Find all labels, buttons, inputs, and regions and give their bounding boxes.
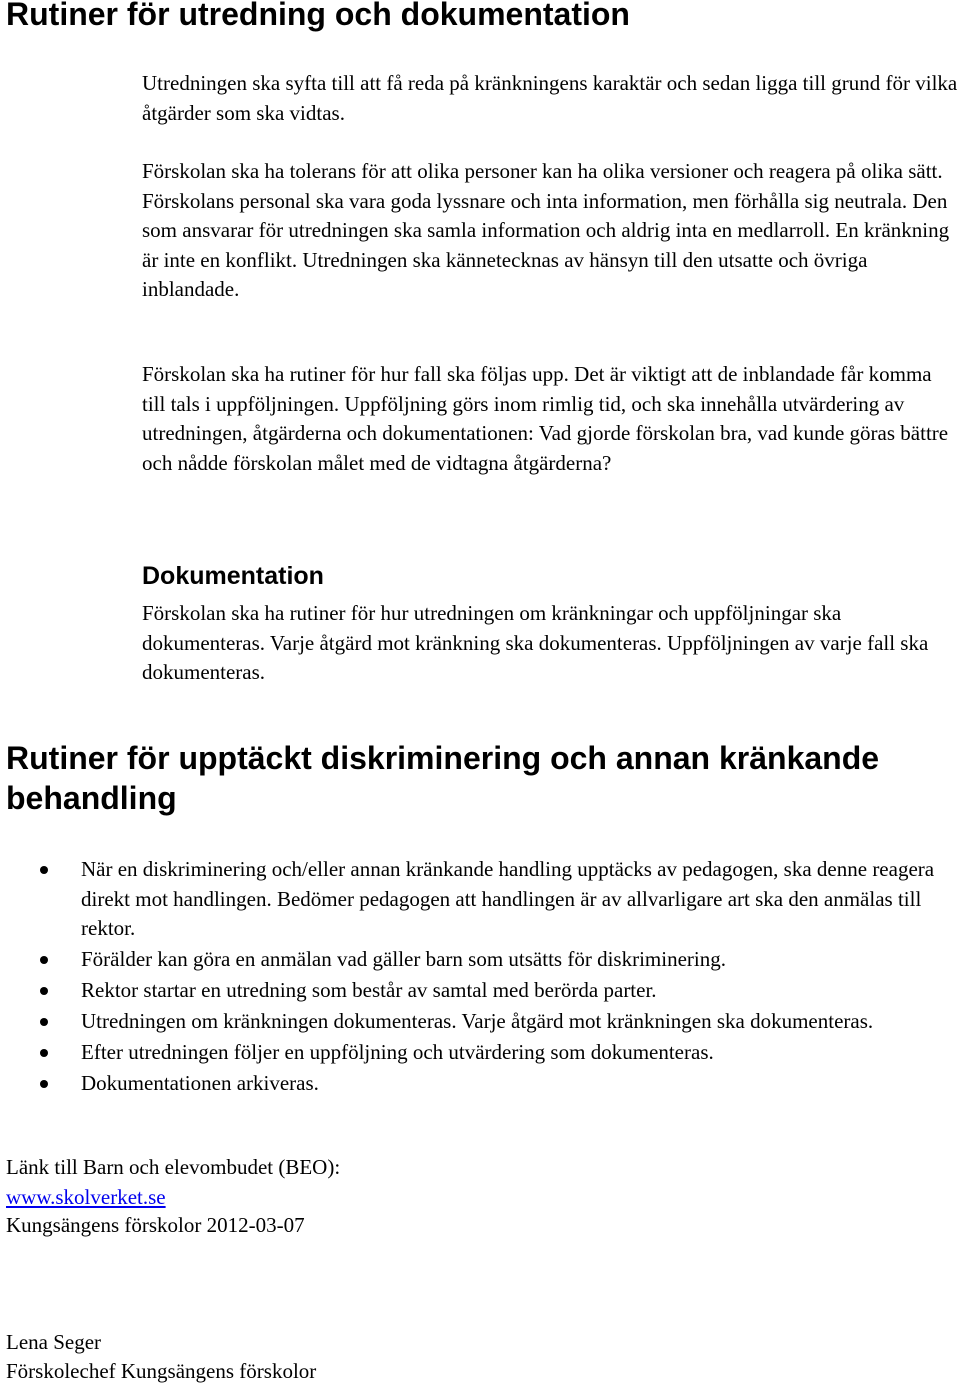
signer-name: Lena Seger [6, 1330, 102, 1354]
list-item-text: Förälder kan göra en anmälan vad gäller barn som utsätts för diskriminering. [81, 947, 726, 971]
bullet-icon [40, 987, 48, 995]
list-item [40, 1007, 955, 1037]
list-item-text: Efter utredningen följer en uppföljning och utvärdering som dokumenteras. [81, 1040, 714, 1064]
list-item [40, 1069, 955, 1099]
paragraph-purpose: Utredningen ska syfta till att få reda på kränkningens karaktär och sedan ligga till grund för vilka åtgärder som ska vidtas. [142, 71, 958, 125]
paragraph-follow-up: Förskolan ska ha rutiner för hur fall ska följas upp. Det är viktigt att de inblandade får komma till tals i uppföljningen. Uppföljning görs inom rimlig tid, och ska innehålla utvärdering av utredningen, åtgärderna och dokumentationen: Vad gjorde förskolan bra, vad kunde göras bättre och nådde förskolan målet med de vidtagna åtgärderna? [142, 362, 949, 475]
list-item-text: Utredningen om kränkningen dokumenteras. Varje åtgärd mot kränkningen ska dokumenteras. [81, 1009, 874, 1033]
list-item-text: Dokumentationen arkiveras. [81, 1071, 319, 1095]
documentation-heading: Dokumentation [142, 562, 324, 590]
section-title-investigation: Rutiner för utredning och dokumentation [6, 0, 630, 32]
beo-link-label: Länk till Barn och elevombudet (BEO): [6, 1155, 341, 1179]
paragraph-documentation: Förskolan ska ha rutiner för hur utredningen om kränkningar och uppföljningar ska dokumenteras. Varje åtgärd mot kränkning ska dokumenteras. Uppföljningen av varje fall ska dokumenteras. [142, 601, 929, 684]
bullet-icon [40, 1018, 48, 1026]
list-item-text: När en diskriminering och/eller annan kränkande handling upptäcks av pedagogen, ska denne reagera direkt mot handlingen. Bedömer pedagogen att handlingen är av allvarligare art ska den anmälas till rektor. [81, 857, 935, 940]
bullet-icon [40, 1049, 48, 1057]
paragraph-tolerance: Förskolan ska ha tolerans för att olika personer kan ha olika versioner och reagera på olika sätt. Förskolans personal ska vara goda lyssnare och inta information, men förhålla sig neutrala. Den som ansvarar för utredningen ska samla information och aldrig inta en medlarroll. En kränkning är inte en konflikt. Utredningen ska kännetecknas av hänsyn till den utsatte och övriga inblandade. [142, 159, 950, 301]
list-item [40, 855, 955, 944]
bullet-icon [40, 866, 48, 874]
bullet-icon [40, 1080, 48, 1088]
section-title-detection: Rutiner för upptäckt diskriminering och annan kränkande behandling [6, 740, 880, 816]
signer-title: Förskolechef Kungsängens förskolor [6, 1359, 317, 1383]
list-item-text: Rektor startar en utredning som består av samtal med berörda parter. [81, 978, 657, 1002]
list-item [40, 976, 955, 1006]
skolverket-link[interactable]: www.skolverket.se [6, 1185, 166, 1209]
list-item [40, 1038, 955, 1068]
routine-list [40, 855, 955, 1100]
link-row [6, 1183, 946, 1212]
organization-date: Kungsängens förskolor 2012-03-07 [6, 1213, 305, 1237]
bullet-icon [40, 956, 48, 964]
list-item [40, 945, 955, 975]
